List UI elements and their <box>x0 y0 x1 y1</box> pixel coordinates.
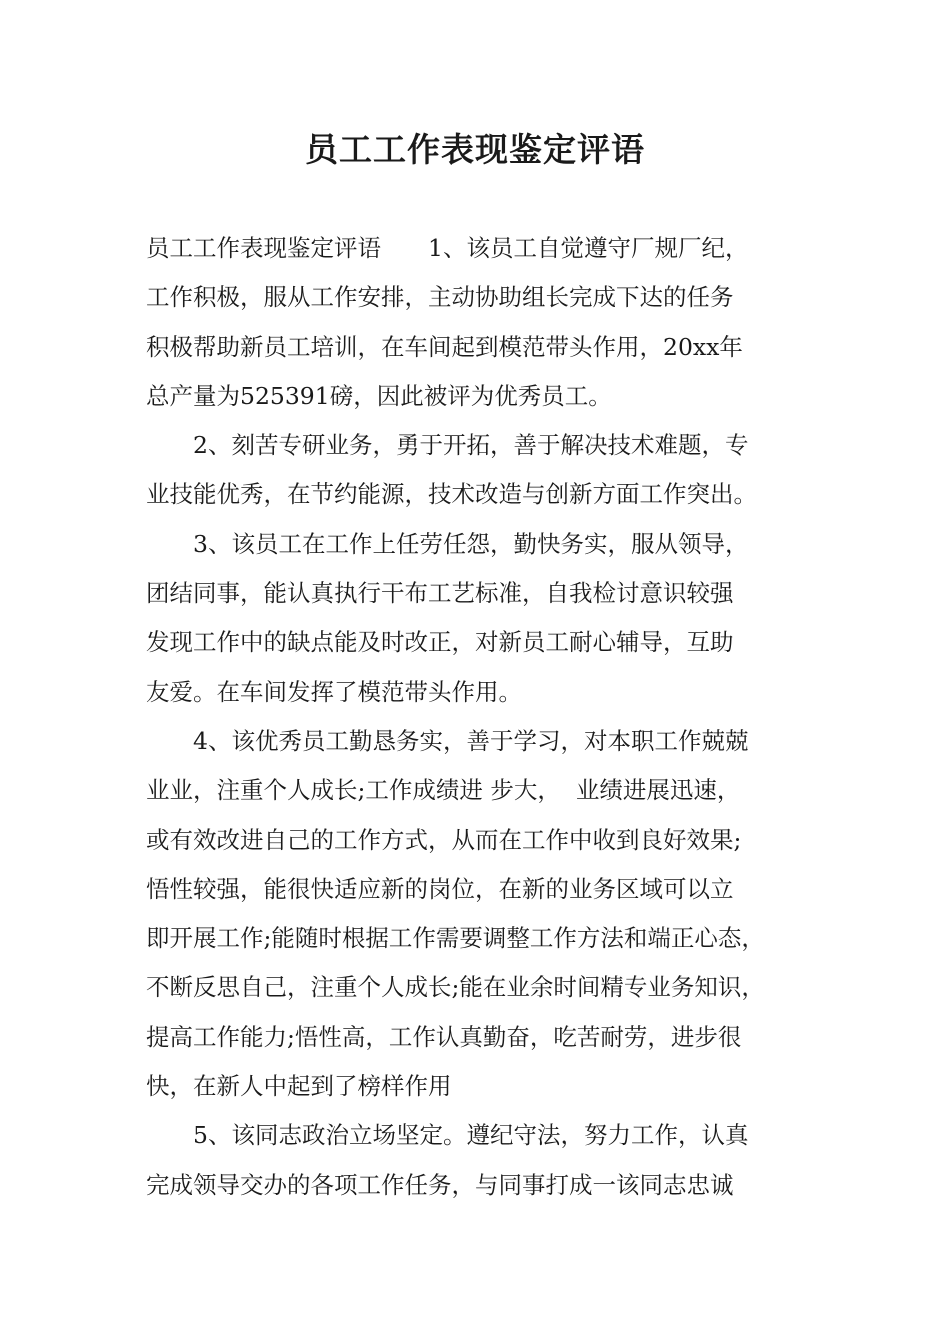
text-line-8: 团结同事，能认真执行干布工艺标准，自我检讨意识较强 <box>146 579 734 608</box>
text-line-7: 3、该员工在工作上任劳任怨，勤快务实，服从领导， <box>193 529 749 558</box>
text-line-19: 5、该同志政治立场坚定。遵纪守法，努力工作，认真 <box>193 1121 749 1150</box>
text-line-15: 即开展工作;能随时根据工作需要调整工作方法和端正心态， <box>146 924 765 953</box>
text-line-5: 2、刻苦专研业务，勇于开拓，善于解决技术难题，专 <box>193 431 749 460</box>
text-line-11: 4、该优秀员工勤恳务实，善于学习，对本职工作兢兢 <box>193 726 749 755</box>
document-title: 员工工作表现鉴定评语 <box>305 130 645 169</box>
text-line-1: 员工工作表现鉴定评语 1、该员工自觉遵守厂规厂纪， <box>146 234 749 262</box>
text-line-9: 发现工作中的缺点能及时改正，对新员工耐心辅导，互助 <box>146 628 734 657</box>
text-line-17: 提高工作能力;悟性高，工作认真勤奋，吃苦耐劳，进步很 <box>146 1022 742 1051</box>
text-line-4: 总产量为525391磅，因此被评为优秀员工。 <box>146 381 612 410</box>
text-line-16: 不断反思自己，注重个人成长;能在业余时间精专业务知识， <box>146 973 765 1002</box>
text-line-14: 悟性较强，能很快适应新的岗位，在新的业务区域可以立 <box>146 874 734 903</box>
text-line-13: 或有效改进自己的工作方式，从而在工作中收到良好效果; <box>146 825 742 854</box>
text-line-3: 积极帮助新员工培训，在车间起到模范带头作用，20xx年 <box>146 332 743 361</box>
text-line-18: 快，在新人中起到了榜样作用 <box>146 1072 452 1101</box>
text-line-2: 工作积极，服从工作安排，主动协助组长完成下达的任务 <box>146 283 734 312</box>
text-line-20: 完成领导交办的各项工作任务，与同事打成一该同志忠诚 <box>146 1170 734 1199</box>
text-line-12: 业业，注重个人成长;工作成绩进 步大， 业绩进展迅速， <box>146 776 741 805</box>
text-line-6: 业技能优秀，在节约能源，技术改造与创新方面工作突出。 <box>146 480 757 509</box>
document-body <box>146 224 810 1210</box>
text-line-10: 友爱。在车间发挥了模范带头作用。 <box>146 677 522 706</box>
